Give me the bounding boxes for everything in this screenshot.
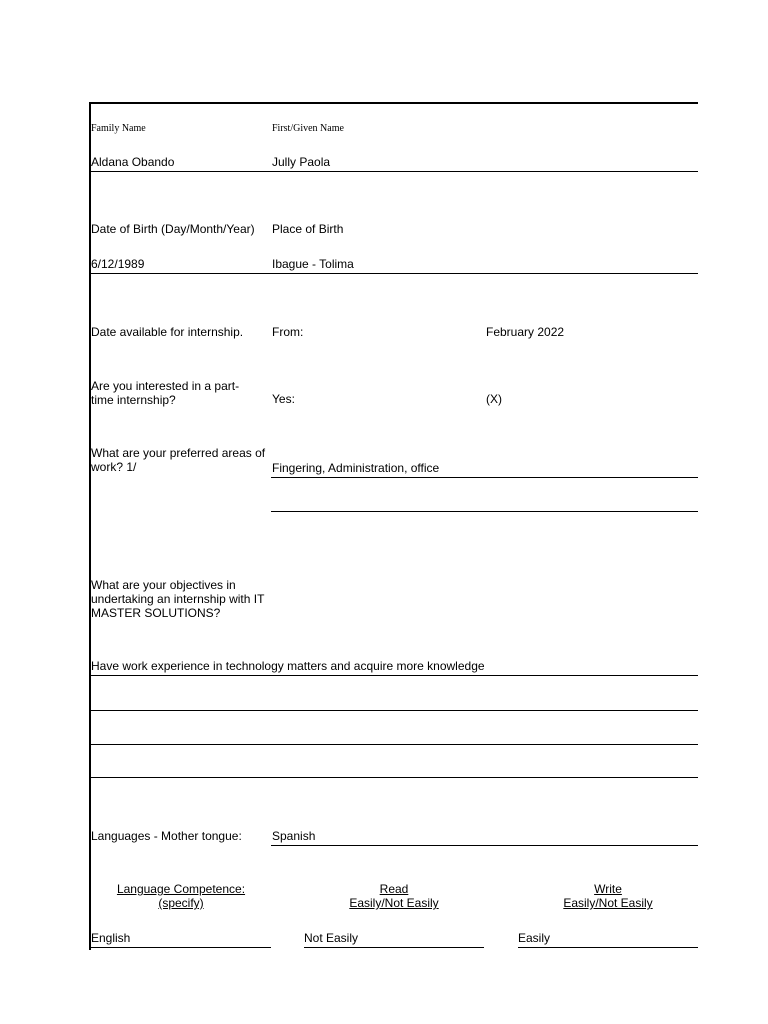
- language-row-read-underline: [304, 947, 484, 948]
- write-header-line-1: Write: [594, 882, 622, 896]
- language-row-write-underline: [518, 947, 698, 948]
- given-name-value: Jully Paola: [272, 155, 331, 169]
- given-name-label: First/Given Name: [272, 123, 344, 134]
- part-time-question: Are you interested in a part-time internship?: [91, 379, 240, 407]
- objectives-answer: Have work experience in technology matters and acquire more knowledge: [91, 659, 485, 673]
- mother-tongue-underline: [271, 845, 698, 846]
- form-top-border: [89, 102, 698, 104]
- read-header: [304, 882, 484, 910]
- write-header: [518, 882, 698, 910]
- objectives-question: What are your objectives in undertaking an internship with IT MASTER SOLUTIONS?: [91, 578, 265, 620]
- competence-header: [91, 882, 271, 910]
- part-time-mark: (X): [486, 392, 502, 406]
- areas-underline-2: [271, 511, 698, 512]
- language-row-name: English: [91, 931, 131, 945]
- birth-date-label: Date of Birth (Day/Month/Year): [91, 222, 255, 236]
- read-header-line-1: Read: [379, 882, 409, 896]
- birth-place-label: Place of Birth: [272, 222, 344, 236]
- part-time-yes-label: Yes:: [272, 392, 295, 406]
- availability-from-value: February 2022: [486, 325, 565, 339]
- write-header-line-2: Easily/Not Easily: [563, 896, 653, 910]
- birth-place-value: Ibague - Tolima: [272, 257, 354, 271]
- read-header-line-2: Easily/Not Easily: [349, 896, 439, 910]
- competence-header-line-2: (specify): [158, 896, 204, 910]
- family-name-label: Family Name: [91, 123, 146, 134]
- birth-underline: [91, 273, 698, 274]
- availability-from-label: From:: [272, 325, 304, 339]
- language-row-name-underline: [91, 947, 271, 948]
- areas-question: What are your preferred areas of work? 1/: [91, 446, 266, 474]
- birth-date-value: 6/12/1989: [91, 257, 145, 271]
- objectives-line-4: [91, 777, 698, 778]
- areas-value: Fingering, Administration, office: [272, 461, 440, 475]
- availability-label: Date available for internship.: [91, 325, 244, 339]
- family-name-value: Aldana Obando: [91, 155, 175, 169]
- language-row-read: Not Easily: [304, 931, 359, 945]
- mother-tongue-label: Languages - Mother tongue:: [91, 829, 242, 843]
- objectives-line-1: [91, 675, 698, 676]
- areas-underline-1: [271, 477, 698, 478]
- language-row-write: Easily: [518, 931, 551, 945]
- objectives-line-2: [91, 710, 698, 711]
- competence-header-line-1: Language Competence:: [116, 882, 246, 896]
- name-underline: [91, 171, 698, 172]
- objectives-line-3: [91, 744, 698, 745]
- mother-tongue-value: Spanish: [272, 829, 316, 843]
